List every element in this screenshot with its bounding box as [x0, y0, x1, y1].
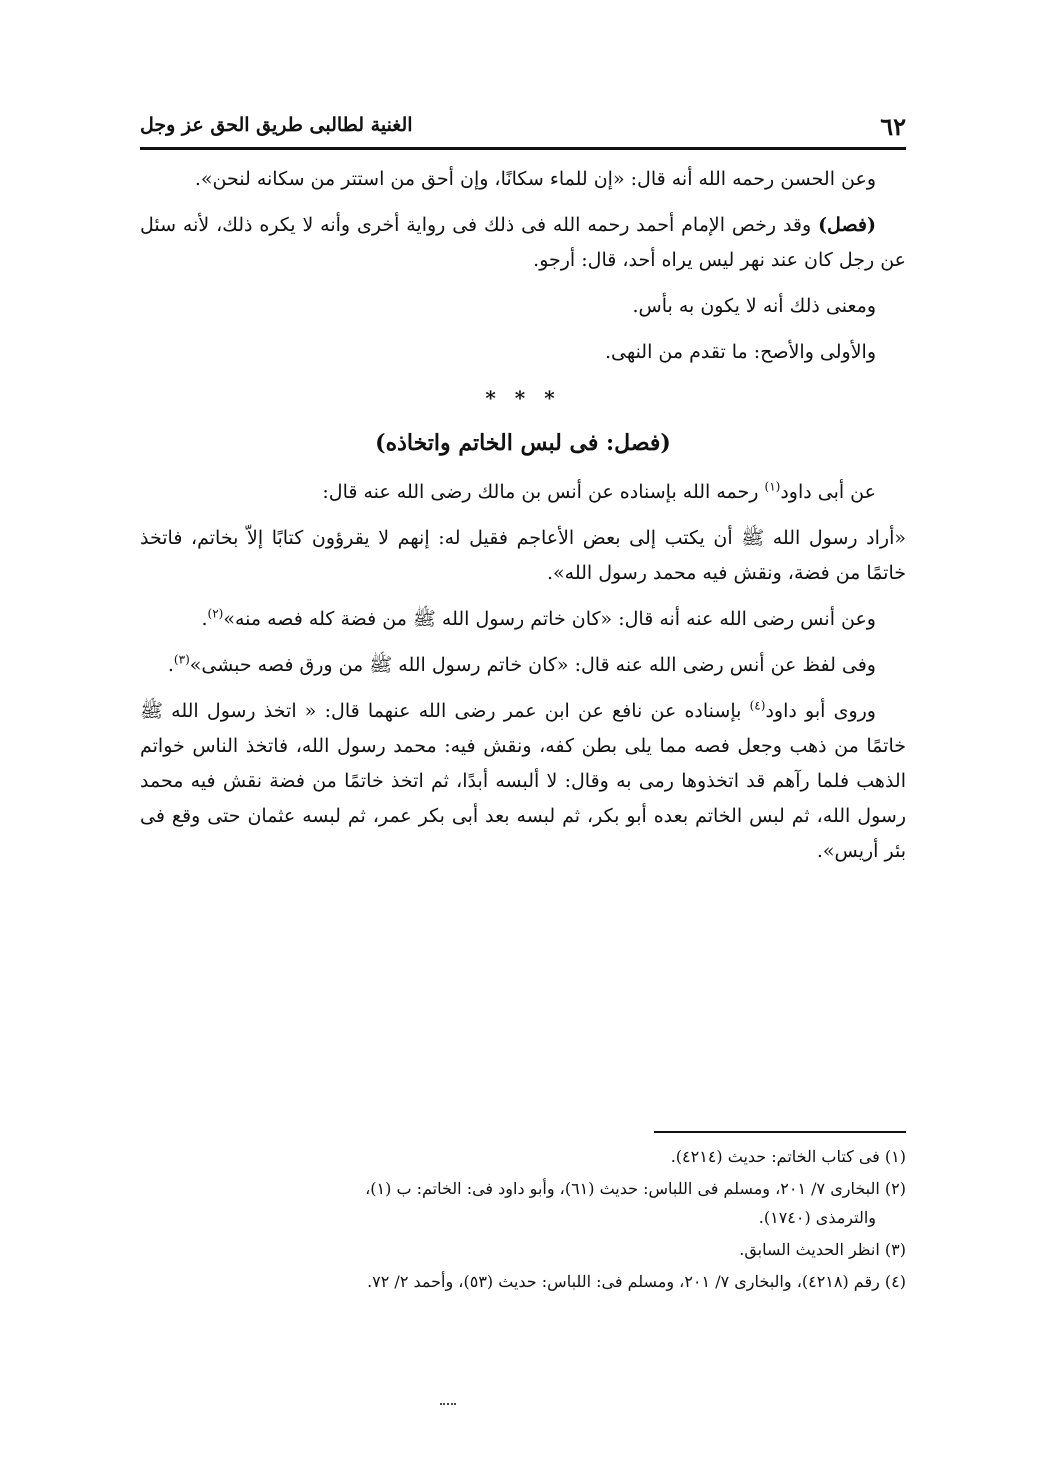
paragraph-anas-habashi-text: وفى لفظ عن أنس رضى الله عنه قال: «كان خاتم رسول الله ﷺ من ورق فصه حبشى» — [189, 654, 876, 676]
paragraph-ibn-umar — [140, 694, 906, 869]
page-number: ٦٢ — [880, 112, 906, 141]
paragraph-hadith-ring: «أراد رسول الله ﷺ أن يكتب إلى بعض الأعاجم فقيل له: إنهم لا يقرؤون كتابًا إلاّ بخاتم، فاتخذ خاتمًا من فضة، ونقش فيه محمد رسول الله». — [140, 527, 906, 584]
footnote-ref-1: (١) — [764, 479, 781, 494]
paragraph-abu-dawud-text-2: رحمه الله بإسناده عن أنس بن مالك رضى الله عنه قال: — [322, 481, 765, 503]
paragraph-abu-dawud-text: عن أبى داود — [780, 481, 876, 503]
paragraph-fasl-rukhsa — [140, 208, 906, 278]
fasl-label: (فصل) — [818, 214, 876, 236]
paragraph-ibn-umar-text-2: بإسناده عن نافع عن ابن عمر رضى الله عنهما قال: « اتخذ رسول الله ﷺ خاتمًا من ذهب وجعل فصه مما يلى بطن كفه، ونقش فيه: محمد رسول الله، فاتخذ الناس خواتم الذهب فلما رآهم قد اتخذوها رمى به وقال: لا ألبسه أبدًا، ثم اتخذ خاتمًا من فضة نقش فيه محمد رسول الله، ثم لبس الخاتم بعده أبو بكر، ثم لبسه بعد أبى بكر عمر، ثم لبسه عثمان حتى وقع فى بئر أريس». — [140, 700, 906, 862]
footnote-rule — [654, 1131, 906, 1133]
paragraph-meaning: ومعنى ذلك أنه لا يكون به بأس. — [632, 295, 876, 317]
main-text — [140, 162, 906, 880]
footnote-3: (٣) انظر الحديث السابق. — [739, 1240, 906, 1259]
footnote-ref-3: (٣) — [173, 652, 190, 667]
paragraph-fasl-rukhsa-text: وقد رخص الإمام أحمد رحمه الله فى ذلك فى رواية أخرى وأنه لا يكره ذلك، لأنه سئل عن رجل كان عند نهر ليس يراه أحد، قال: أرجو. — [140, 214, 906, 271]
footnote-2-line-1: (٢) البخارى ٧/ ٢٠١، ومسلم فى اللباس: حديث (٦١)، وأبو داود فى: الخاتم: ب (١)، — [365, 1179, 906, 1198]
paragraph-anas-silver-text: وعن أنس رضى الله عنه أنه قال: «كان خاتم رسول الله ﷺ من فضة كله فصه منه» — [223, 608, 876, 630]
footnotes — [140, 1142, 906, 1299]
footnote-2-line-2: والترمذى (١٧٤٠). — [758, 1208, 876, 1227]
running-head — [140, 110, 906, 146]
footnote-ref-2: (٢) — [207, 606, 224, 621]
paragraph-abu-dawud — [140, 475, 906, 510]
paragraph-ibn-umar-text: وروى أبو داود — [765, 700, 876, 722]
paragraph-anas-silver — [140, 602, 906, 637]
book-title: الغنية لطالبى طريق الحق عز وجل — [140, 114, 413, 136]
header-rule — [140, 147, 906, 150]
paragraph-hasan: وعن الحسن رحمه الله أنه قال: «إن للماء سكانًا، وإن أحق من استتر من سكانه لنحن». — [194, 168, 876, 190]
paragraph-anas-habashi — [140, 648, 906, 683]
footnote-4: (٤) رقم (٤٢١٨)، والبخارى ٧/ ٢٠١، ومسلم فى: اللباس: حديث (٥٣)، وأحمد ٢/ ٧٢. — [367, 1272, 906, 1291]
section-separator: * * * — [485, 386, 561, 410]
page-bottom-mark — [440, 1403, 456, 1405]
paragraph-anas-habashi-end: . — [167, 654, 174, 676]
paragraph-preferred: والأولى والأصح: ما تقدم من النهى. — [604, 341, 876, 363]
paragraph-anas-silver-end: . — [201, 608, 208, 630]
footnote-2 — [140, 1174, 906, 1232]
footnote-1: (١) فى كتاب الخاتم: حديث (٤٢١٤). — [670, 1147, 906, 1166]
footnote-ref-4: (٤) — [749, 698, 766, 713]
section-heading: (فصل: فى لبس الخاتم واتخاذه) — [375, 430, 671, 456]
